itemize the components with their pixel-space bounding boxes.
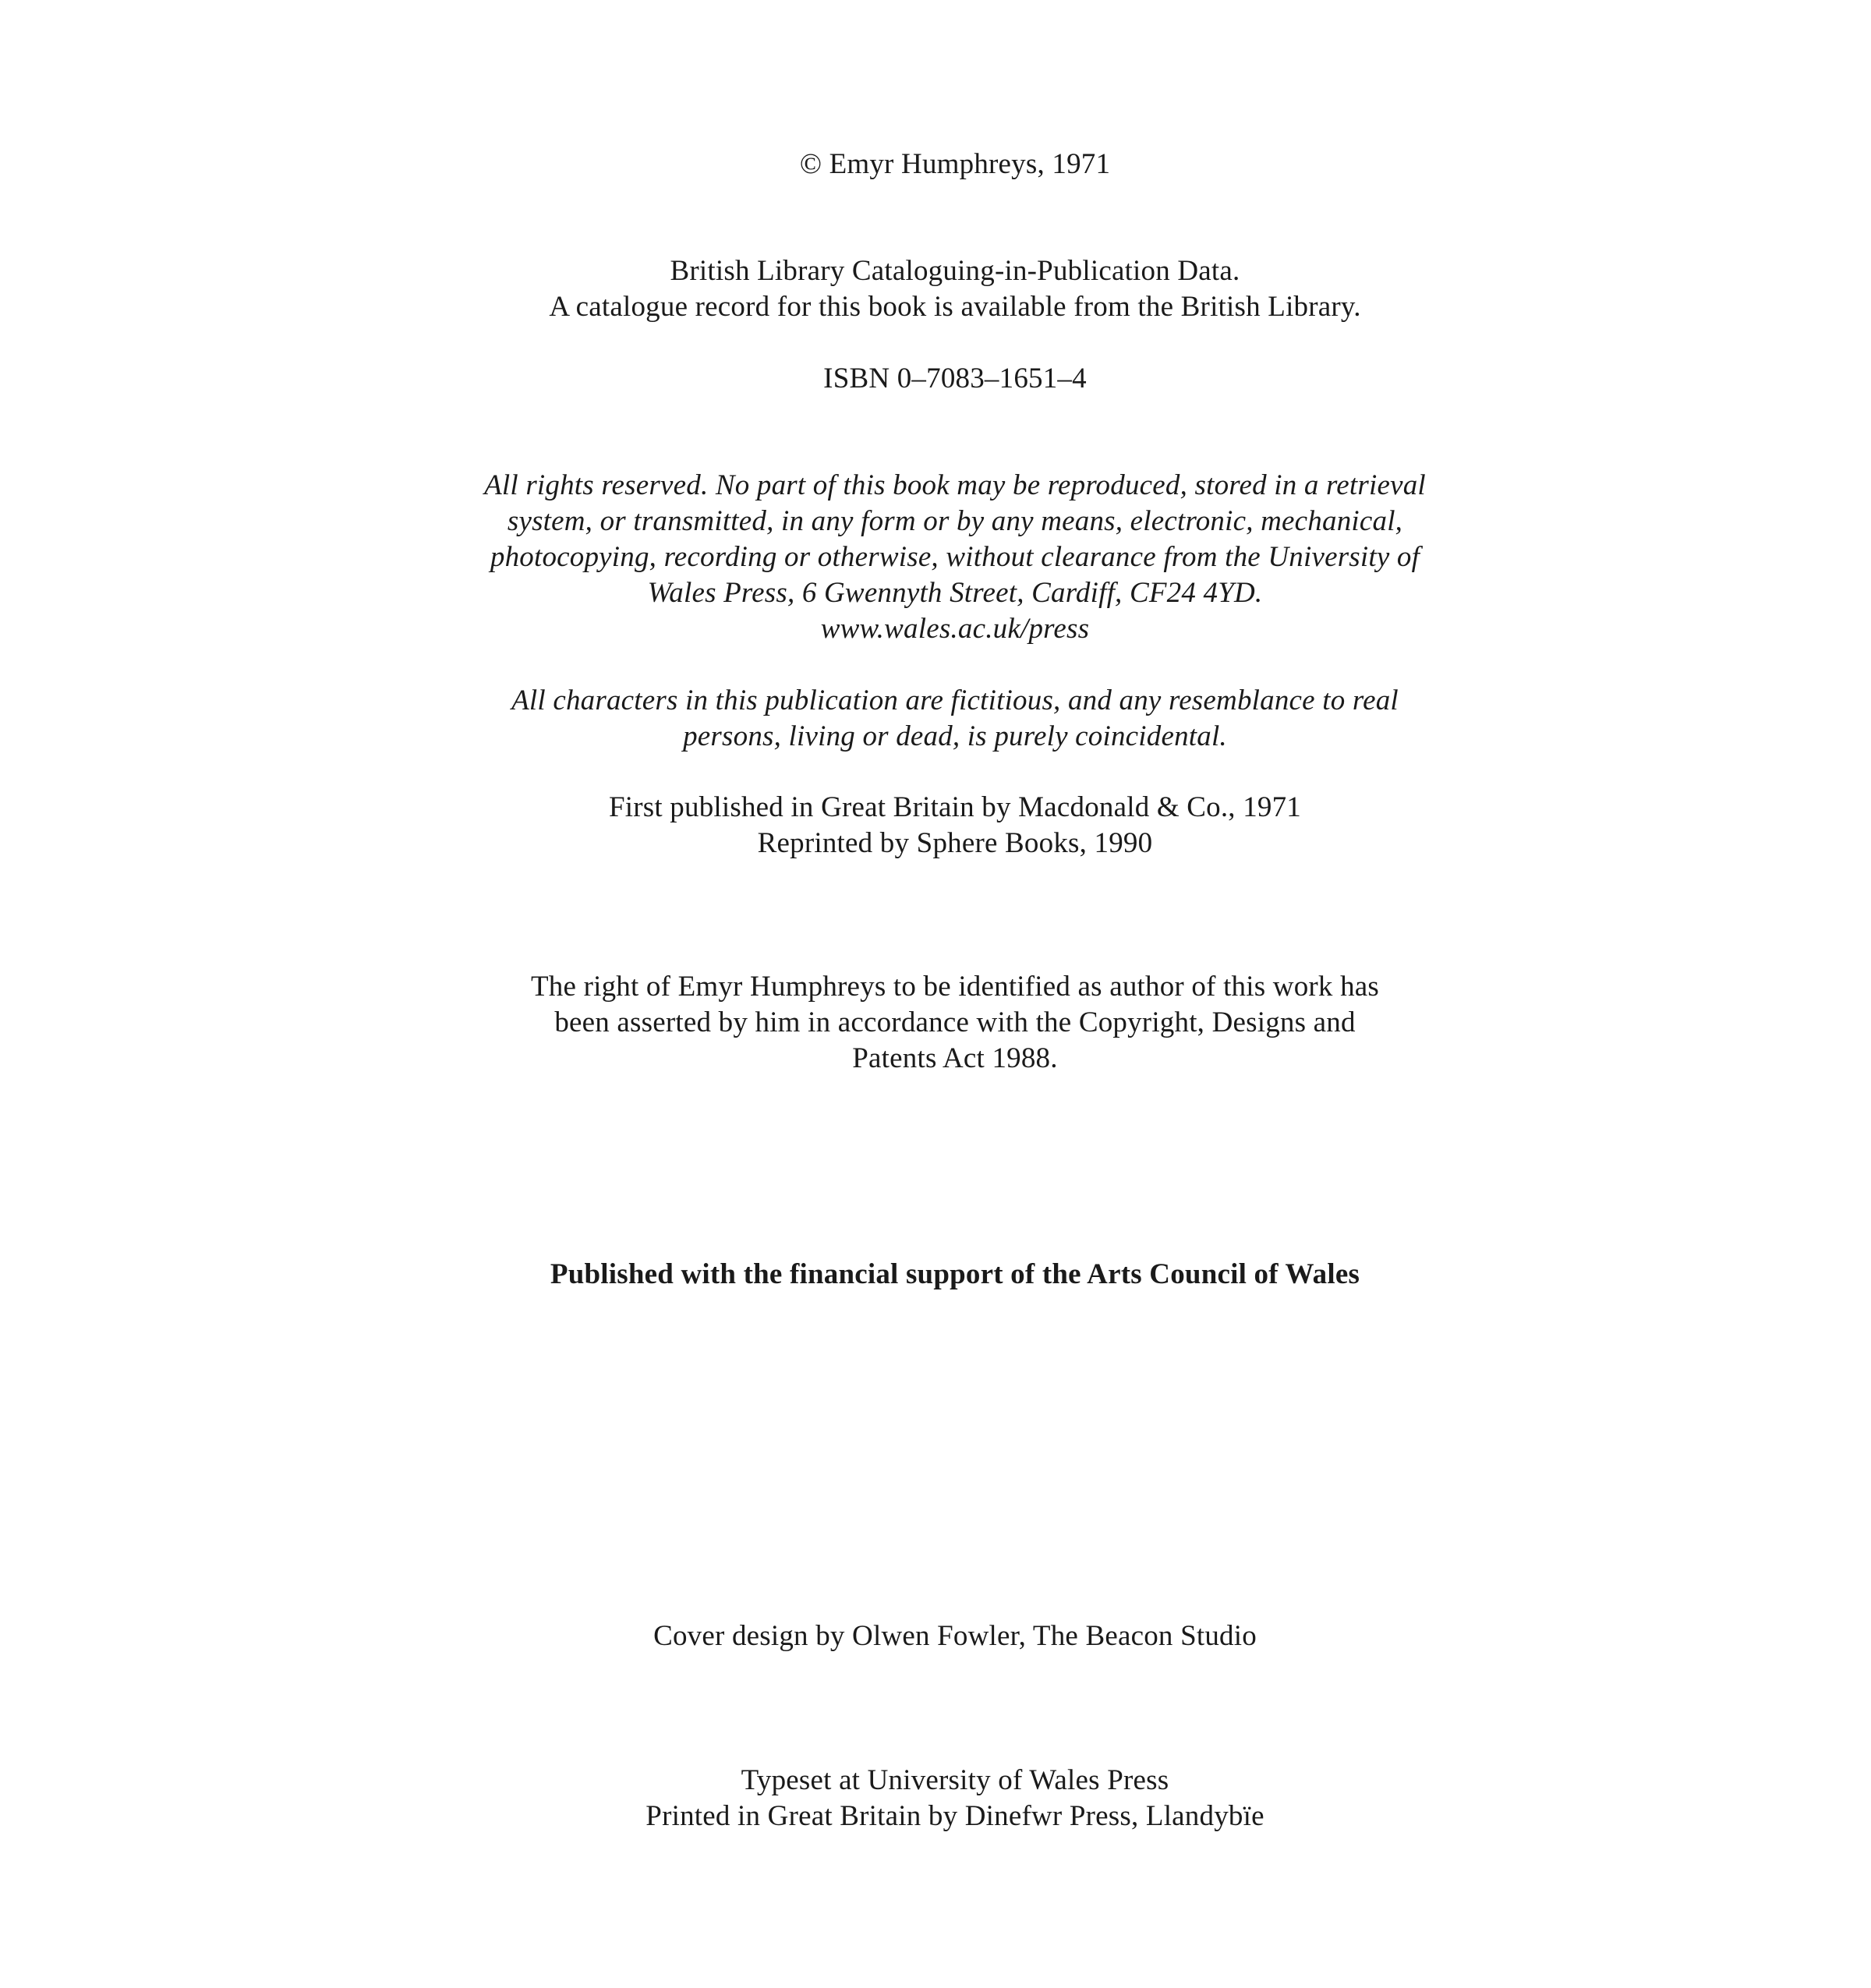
rights-line-3: photocopying, recording or otherwise, without clearance from the University of [490, 541, 1420, 573]
rights-line-1: All rights reserved. No part of this book may be reproduced, stored in a retrieval [484, 469, 1426, 501]
cip-line-2: A catalogue record for this book is available from the British Library. [549, 291, 1361, 323]
cip-line-1: British Library Cataloguing-in-Publication Data. [670, 255, 1240, 287]
copyright-notice [437, 147, 1473, 182]
publication-line-2: Reprinted by Sphere Books, 1990 [757, 827, 1153, 859]
rights-line-2: system, or transmitted, in any form or by any means, electronic, mechanical, [507, 505, 1403, 537]
cover-line: Cover design by Olwen Fowler, The Beacon Studio [653, 1620, 1257, 1652]
publication-line-1: First published in Great Britain by Macdonald & Co., 1971 [609, 791, 1301, 823]
publication-history [437, 790, 1473, 861]
fiction-line-1: All characters in this publication are fictitious, and any resemblance to real [511, 684, 1399, 716]
cover-credit [437, 1618, 1473, 1654]
funding-acknowledgement [437, 1257, 1473, 1293]
copyright-line: © Emyr Humphreys, 1971 [799, 148, 1111, 180]
rights-line-4: Wales Press, 6 Gwennyth Street, Cardiff, CF24 4YD. [647, 577, 1263, 609]
rights-reserved-notice [437, 468, 1473, 647]
isbn-line: ISBN 0–7083–1651–4 [823, 363, 1087, 394]
moral-rights-line-1: The right of Emyr Humphreys to be identified as author of this work has [531, 971, 1379, 1003]
fiction-disclaimer [437, 683, 1473, 755]
moral-rights-statement [437, 969, 1473, 1077]
publisher-url: www.wales.ac.uk/press [820, 613, 1090, 645]
typeset-line: Typeset at University of Wales Press [741, 1764, 1169, 1796]
moral-rights-line-2: been asserted by him in accordance with the Copyright, Designs and [554, 1006, 1356, 1038]
support-line: Published with the financial support of the Arts Council of Wales [550, 1258, 1360, 1290]
printing-credits [437, 1763, 1473, 1834]
printer-line: Printed in Great Britain by Dinefwr Press, Llandybïe [645, 1800, 1264, 1832]
moral-rights-line-3: Patents Act 1988. [852, 1042, 1058, 1074]
isbn [437, 361, 1473, 397]
fiction-line-2: persons, living or dead, is purely coincidental. [683, 720, 1227, 752]
cataloguing-data [437, 253, 1473, 325]
